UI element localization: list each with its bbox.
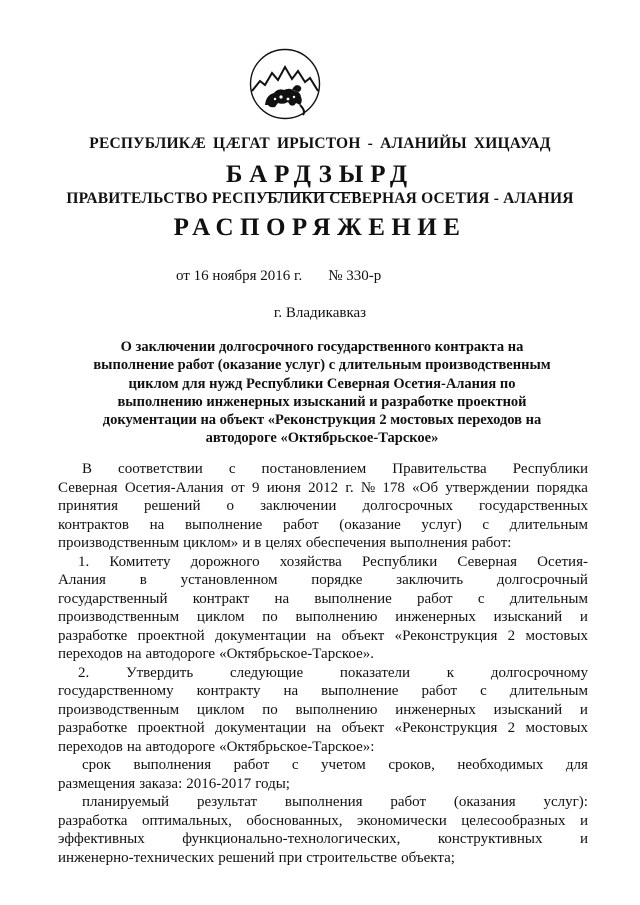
city-name: г. Владикавказ: [273, 305, 367, 321]
body-word: решений: [218, 849, 275, 866]
body-word: (оказания: [453, 794, 516, 810]
body-word: следующие: [229, 664, 304, 681]
body-word: долгосрочному: [490, 664, 588, 681]
body-word: проектной: [137, 627, 205, 644]
body-line: [58, 534, 588, 553]
body-word: циклом: [196, 701, 245, 718]
body-word: инженерных: [395, 609, 476, 625]
body-word: объект: [341, 720, 385, 736]
body-word: и: [579, 701, 588, 718]
body-line: [58, 682, 588, 701]
body-line: [58, 756, 588, 775]
body-word: инженерно-технических: [58, 849, 215, 866]
body-word: переходов: [58, 646, 123, 662]
body-word: государственных: [479, 498, 588, 514]
body-line: [58, 849, 588, 868]
body-word: для: [565, 757, 588, 773]
body-word: работ: [390, 794, 427, 810]
date-number-line: [176, 268, 381, 285]
body-word: (оказание: [339, 516, 401, 533]
body-word: документации: [214, 720, 307, 736]
body-word: сроков,: [388, 757, 435, 773]
body-word: обеспечения: [305, 535, 386, 551]
body-word: длительным: [509, 516, 588, 533]
body-word: по: [262, 701, 278, 718]
body-word: решений: [144, 498, 201, 514]
body-word: хозяйства: [279, 553, 342, 570]
body-word: выполнения: [284, 794, 363, 810]
body-word: срок: [82, 757, 111, 773]
body-word: документации: [214, 627, 307, 644]
body-line: [58, 516, 588, 535]
body-word: заключить: [396, 572, 464, 588]
body-word: с: [291, 757, 299, 773]
body-word: годы;: [255, 775, 290, 792]
body-word: работ:: [471, 535, 512, 551]
body-word: на: [274, 590, 290, 607]
header-bardzyrd: БАРДЗЫРД: [225, 161, 415, 188]
body-word: дорожного: [190, 553, 260, 570]
body-word: постановлением: [261, 461, 367, 477]
body-word: планируемый: [82, 794, 170, 810]
body-word: объекта;: [401, 849, 455, 866]
body-word: Республики: [361, 553, 438, 570]
body-word: государственный: [58, 590, 168, 607]
document-date: от 16 ноября 2016 г.: [176, 268, 303, 284]
body-line: [58, 793, 588, 812]
body-word: с: [228, 461, 236, 477]
body-line: [58, 608, 588, 627]
body-word: о: [226, 498, 235, 514]
body-word: переходов: [58, 738, 123, 755]
body-line: [58, 830, 588, 849]
body-word: выполнения: [133, 757, 212, 773]
body-word: Северная: [457, 553, 517, 570]
body-word: долгосрочный: [496, 572, 588, 588]
body-word: принятия: [58, 498, 118, 514]
body-word: 1.: [78, 553, 90, 570]
body-word: контракт: [192, 590, 250, 607]
body-word: учетом: [321, 757, 366, 773]
body-word: Республики: [512, 461, 588, 477]
body-word: инженерных: [395, 701, 476, 718]
body-word: заказа:: [139, 775, 183, 792]
body-word: 178: [382, 479, 405, 496]
body-word: мостовых: [525, 720, 588, 736]
body-word: автодороге: [145, 646, 216, 662]
body-word: необходимых: [457, 757, 544, 773]
body-word: выполнение: [184, 516, 263, 533]
body-word: июня: [266, 479, 301, 496]
body-word: объект: [341, 627, 385, 644]
body-word: «Октябрьское-Тарское».: [219, 646, 374, 662]
body-word: 2: [507, 627, 516, 644]
document-number: № 330-р: [328, 268, 382, 284]
body-word: соответствии: [118, 461, 203, 477]
title-line: выполнение работ (оказание услуг) с длительным производственным: [93, 357, 551, 374]
body-word: порядке: [311, 572, 363, 588]
body-word: и: [579, 812, 588, 829]
body-word: функционально-технологических,: [182, 831, 401, 847]
body-line: [58, 571, 588, 590]
body-word: целесообразных: [461, 812, 566, 829]
title-line: автодороге «Октябрьское-Тарское»: [205, 430, 439, 447]
body-line: [58, 719, 588, 738]
body-word: утверждении: [445, 479, 530, 496]
document-body: [58, 460, 588, 867]
body-word: Утвердить: [126, 664, 194, 681]
body-word: порядка: [536, 479, 588, 496]
body-word: 2: [507, 720, 516, 736]
body-word: разработке: [58, 627, 128, 644]
body-word: автодороге: [145, 738, 216, 755]
body-word: работ: [416, 590, 453, 607]
body-word: показатели: [339, 664, 411, 681]
header-russian-government: ПРАВИТЕЛЬСТВО РЕСПУБЛИКИ СЕВЕРНАЯ ОСЕТИЯ - АЛАНИЯ: [66, 190, 574, 207]
title-line: выполнению инженерных изысканий и разработке проектной: [117, 393, 527, 410]
body-word: производственным: [58, 535, 180, 551]
body-word: производственным: [58, 609, 180, 625]
body-word: услуг):: [543, 794, 588, 810]
body-line: [58, 738, 588, 757]
body-word: в: [139, 572, 147, 588]
body-word: 9: [251, 479, 260, 496]
body-line: [58, 497, 588, 516]
body-word: разработке: [58, 720, 128, 736]
body-line: [58, 479, 588, 498]
body-word: долгосрочных: [362, 498, 453, 514]
body-word: от: [230, 479, 245, 496]
body-word: №: [360, 479, 376, 496]
body-word: с: [482, 516, 490, 533]
body-word: на: [126, 738, 142, 755]
body-word: длительным: [509, 683, 588, 699]
body-word: выполнению: [295, 609, 378, 625]
body-word: Северная: [58, 479, 118, 496]
document-title: [58, 338, 586, 448]
body-line: [58, 701, 588, 720]
body-word: услуг): [421, 516, 462, 533]
body-line: [58, 812, 588, 831]
body-word: длительным: [509, 590, 588, 607]
body-word: конструктивных: [437, 831, 543, 847]
body-word: контрактов: [58, 516, 129, 533]
body-word: выполнению: [295, 701, 378, 718]
body-word: мостовых: [525, 627, 588, 644]
body-word: работ: [233, 757, 270, 773]
body-word: строительстве: [306, 849, 398, 866]
body-word: г.: [345, 479, 354, 496]
body-word: эффективных: [58, 831, 145, 847]
body-word: «Октябрьское-Тарское»:: [219, 738, 375, 755]
coat-of-arms-emblem: [248, 47, 322, 121]
body-word: на: [126, 646, 142, 662]
body-word: работ: [421, 683, 458, 699]
body-word: 2012: [308, 479, 339, 496]
body-word: на: [316, 720, 332, 736]
body-word: и: [242, 535, 251, 551]
body-word: изысканий: [493, 701, 563, 718]
body-word: проектной: [137, 720, 205, 736]
body-word: к: [446, 664, 455, 681]
body-word: заключении: [260, 498, 337, 514]
body-word: работ: [282, 516, 319, 533]
body-word: выполнение: [314, 590, 392, 607]
title-line: циклом для нужд Республики Северная Осетия-Алания по: [128, 375, 516, 392]
body-word: «Реконструкция: [394, 627, 498, 644]
body-line: [58, 590, 588, 609]
body-word: результат: [196, 794, 258, 810]
body-line: [58, 460, 588, 479]
body-word: 2016-2017: [186, 775, 252, 792]
body-word: контракту: [196, 683, 261, 699]
body-word: циклом»: [183, 535, 239, 551]
body-word: циклом: [196, 609, 245, 625]
body-word: и: [579, 831, 588, 847]
body-line: [58, 627, 588, 646]
body-line: [58, 664, 588, 683]
body-word: на: [283, 683, 299, 699]
body-word: Осетия-Алания: [124, 479, 224, 496]
document-type-heading: РАСПОРЯЖЕНИЕ: [173, 214, 467, 241]
body-word: установленном: [180, 572, 278, 588]
body-word: 2.: [78, 664, 90, 681]
body-word: выполнения: [390, 535, 468, 551]
body-word: с: [480, 683, 487, 699]
body-word: на: [149, 516, 165, 533]
body-word: Комитету: [109, 553, 171, 570]
body-word: и: [579, 609, 588, 625]
body-word: в: [254, 535, 262, 551]
body-word: Осетия-: [537, 553, 588, 570]
body-word: размещения: [58, 775, 136, 792]
body-word: разработка: [58, 812, 128, 829]
body-word: на: [316, 627, 332, 644]
body-word: с: [477, 590, 485, 607]
body-line: [58, 645, 588, 664]
body-word: при: [278, 849, 303, 866]
body-word: государственному: [58, 683, 174, 699]
title-line: документации на объект «Реконструкция 2 мостовых переходов на: [102, 412, 542, 429]
header-ossetian-government: РЕСПУБЛИКӔ ЦӔГАТ ИРЫСТОН - АЛАНИЙЫ ХИЦАУАД: [89, 135, 551, 152]
body-word: изысканий: [493, 609, 563, 625]
body-line: [58, 775, 588, 794]
body-word: обоснованных,: [246, 812, 343, 829]
body-line: [58, 553, 588, 572]
body-word: целях: [265, 535, 302, 551]
body-word: по: [262, 609, 278, 625]
body-word: производственным: [58, 701, 180, 718]
body-word: выполнение: [321, 683, 399, 699]
body-word: «Об: [412, 479, 439, 496]
body-word: Алания: [58, 572, 106, 588]
body-word: Правительства: [392, 461, 487, 477]
body-word: В: [82, 461, 93, 477]
title-line: О заключении долгосрочного государственного контракта на: [120, 339, 524, 355]
body-word: экономически: [357, 812, 447, 829]
body-word: оптимальных,: [141, 812, 232, 829]
body-word: «Реконструкция: [394, 720, 498, 736]
